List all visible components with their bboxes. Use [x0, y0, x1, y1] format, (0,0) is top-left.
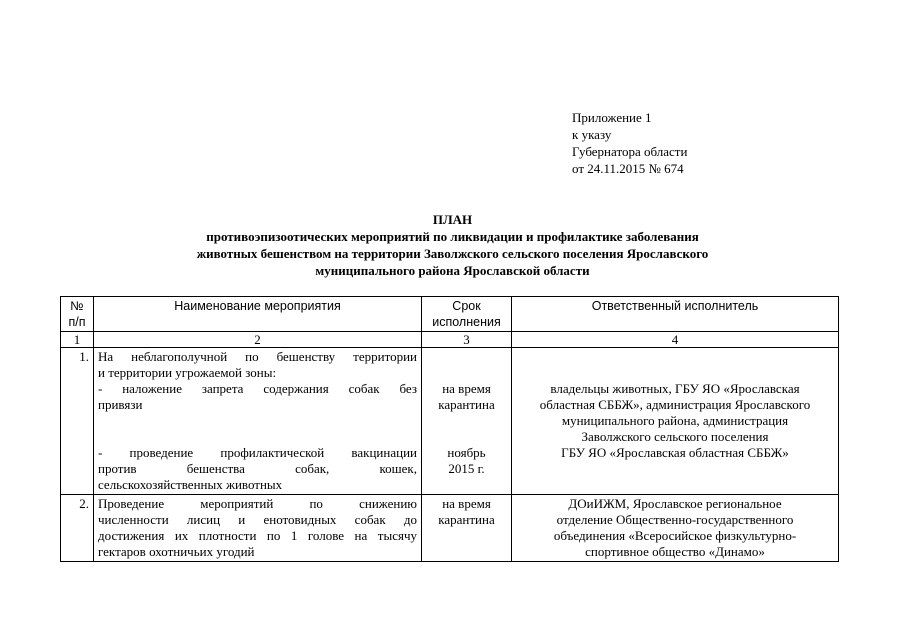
header-name: Наименование мероприятия [94, 297, 422, 332]
header-executor: Ответственный исполнитель [512, 297, 839, 332]
column-number: 1 [61, 332, 94, 348]
executor-cell: владельцы животных, ГБУ ЯО «Ярославская областная СББЖ», администрация Ярославского муниципального района, администрация Заволжского сельского поселения ГБУ ЯО «Ярославская областная СББЖ» [512, 348, 839, 495]
title-line: муниципального района Ярославской области [315, 263, 590, 278]
appendix-line: Приложение 1 [572, 110, 652, 125]
activity-cell: На неблагополучной по бешенству территории и территории угрожаемой зоны: - наложение запрета содержания собак без привязи - проведение профилактической вакцинации против бешенства собак, кошек, сельскохозяйственных животных [94, 348, 422, 495]
activity-cell: Проведение мероприятий по снижению численности лисиц и енотовидных собак до достижения их плотности по 1 голове на тысячу гектаров охотничьих угодий [94, 495, 422, 562]
appendix-line: Губернатора области [572, 144, 688, 159]
title-heading: ПЛАН [432, 212, 473, 227]
row-number: 2. [61, 495, 94, 562]
plan-table [60, 296, 839, 562]
header-term: Срок исполнения [422, 297, 512, 332]
table-header-row [61, 297, 839, 332]
term-cell: на время карантина ноябрь 2015 г. [422, 348, 512, 495]
column-number-row [61, 332, 839, 348]
row-number: 1. [61, 348, 94, 495]
term-cell: на время карантина [422, 495, 512, 562]
appendix-line: от 24.11.2015 № 674 [572, 161, 684, 176]
table-row [61, 348, 839, 495]
title-line: противоэпизоотических мероприятий по ликвидации и профилактике заболевания [206, 229, 699, 244]
column-number: 3 [422, 332, 512, 348]
appendix-block [572, 109, 687, 177]
document-title [60, 211, 845, 279]
title-line: животных бешенством на территории Заволжского сельского поселения Ярославского [196, 246, 709, 261]
table-row [61, 495, 839, 562]
header-number: № п/п [61, 297, 94, 332]
column-number: 2 [94, 332, 422, 348]
appendix-line: к указу [572, 127, 612, 142]
executor-cell: ДОиИЖМ, Ярославское региональное отделение Общественно-государственного объединения «Всеросийское физкультурно- спортивное общество «Динамо» [512, 495, 839, 562]
column-number: 4 [512, 332, 839, 348]
